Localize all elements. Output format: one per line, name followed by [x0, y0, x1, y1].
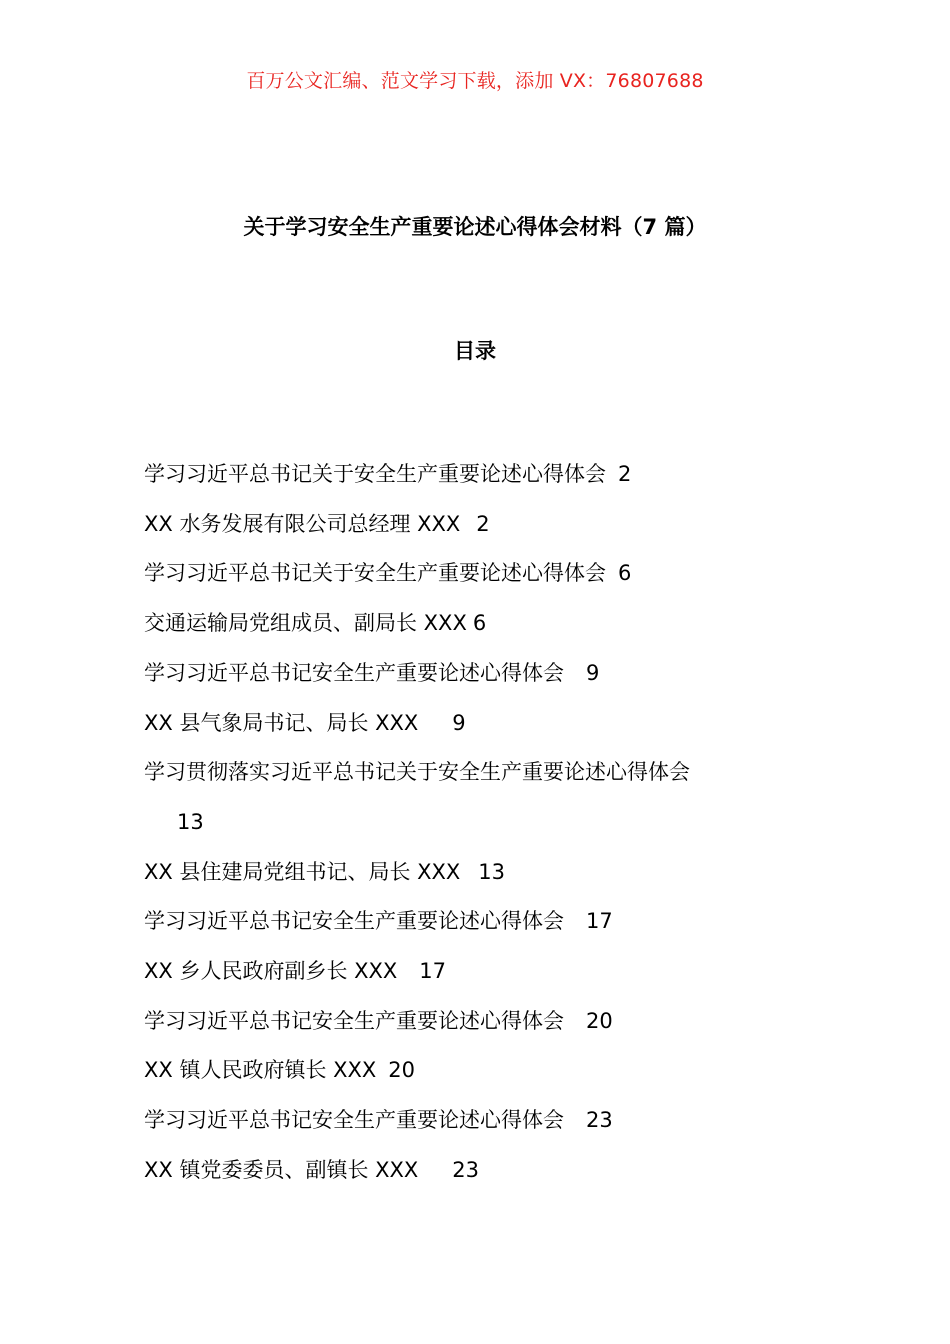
toc-entry-page: 2: [476, 511, 490, 536]
toc-entry-text: XX 水务发展有限公司总经理 XXX: [144, 511, 461, 536]
document-title: 关于学习安全生产重要论述心得体会材料（7 篇）: [243, 215, 707, 239]
toc-entry[interactable]: [144, 599, 844, 649]
toc-entry-text: 学习习近平总书记安全生产重要论述心得体会: [144, 1108, 564, 1133]
toc-entry-text: 学习贯彻落实习近平总书记关于安全生产重要论述心得体会: [144, 760, 690, 785]
toc-entry-page: 17: [586, 909, 613, 934]
toc-entry-text: 学习习近平总书记安全生产重要论述心得体会: [144, 909, 564, 934]
toc-entry[interactable]: [144, 450, 844, 500]
toc-entry-page: 9: [452, 710, 466, 735]
toc-entry-text: 学习习近平总书记关于安全生产重要论述心得体会: [144, 462, 606, 486]
toc-entry-text: XX 镇党委委员、副镇长 XXX: [144, 1157, 419, 1182]
toc-entry-page: 6: [618, 561, 632, 586]
toc-entry-page: 2: [618, 462, 632, 486]
toc-entry-page: 9: [586, 660, 600, 685]
toc-entry-page: 23: [586, 1108, 613, 1133]
toc-entry[interactable]: [144, 997, 844, 1047]
toc-entry-text: 学习习近平总书记安全生产重要论述心得体会: [144, 660, 564, 685]
toc-entry[interactable]: [144, 649, 844, 699]
toc-entry[interactable]: [144, 1146, 844, 1196]
toc-entry-page: 6: [472, 611, 487, 636]
toc-entry[interactable]: [144, 699, 844, 749]
table-of-contents: [144, 450, 844, 1196]
toc-entry-page: 23: [452, 1157, 480, 1182]
toc-entry[interactable]: [144, 947, 844, 997]
toc-entry[interactable]: [144, 1046, 844, 1096]
toc-entry-page: 20: [388, 1058, 416, 1083]
toc-entry-text: XX 县气象局书记、局长 XXX: [144, 710, 419, 735]
toc-entry-page: 17: [419, 959, 447, 984]
toc-entry[interactable]: [144, 848, 844, 898]
toc-entry-text: 交通运输局党组成员、副局长 XXX: [144, 611, 467, 636]
toc-entry-page: 13: [478, 859, 506, 884]
toc-entry-text: XX 乡人民政府副乡长 XXX: [144, 959, 398, 984]
toc-entry-text: 学习习近平总书记关于安全生产重要论述心得体会: [144, 561, 606, 586]
toc-entry[interactable]: [144, 897, 844, 947]
toc-entry-page: 20: [586, 1008, 613, 1033]
header-note: 百万公文汇编、范文学习下载，添加 VX：76807688: [246, 70, 704, 92]
toc-entry[interactable]: [144, 500, 844, 550]
toc-entry[interactable]: [144, 748, 844, 847]
toc-entry[interactable]: [144, 549, 844, 599]
toc-entry-text: XX 县住建局党组书记、局长 XXX: [144, 859, 461, 884]
toc-entry-page: 13: [177, 809, 204, 834]
toc-entry-text: 学习习近平总书记安全生产重要论述心得体会: [144, 1008, 564, 1033]
toc-heading: 目录: [454, 339, 496, 363]
toc-entry[interactable]: [144, 1096, 844, 1146]
toc-entry-text: XX 镇人民政府镇长 XXX: [144, 1058, 377, 1083]
